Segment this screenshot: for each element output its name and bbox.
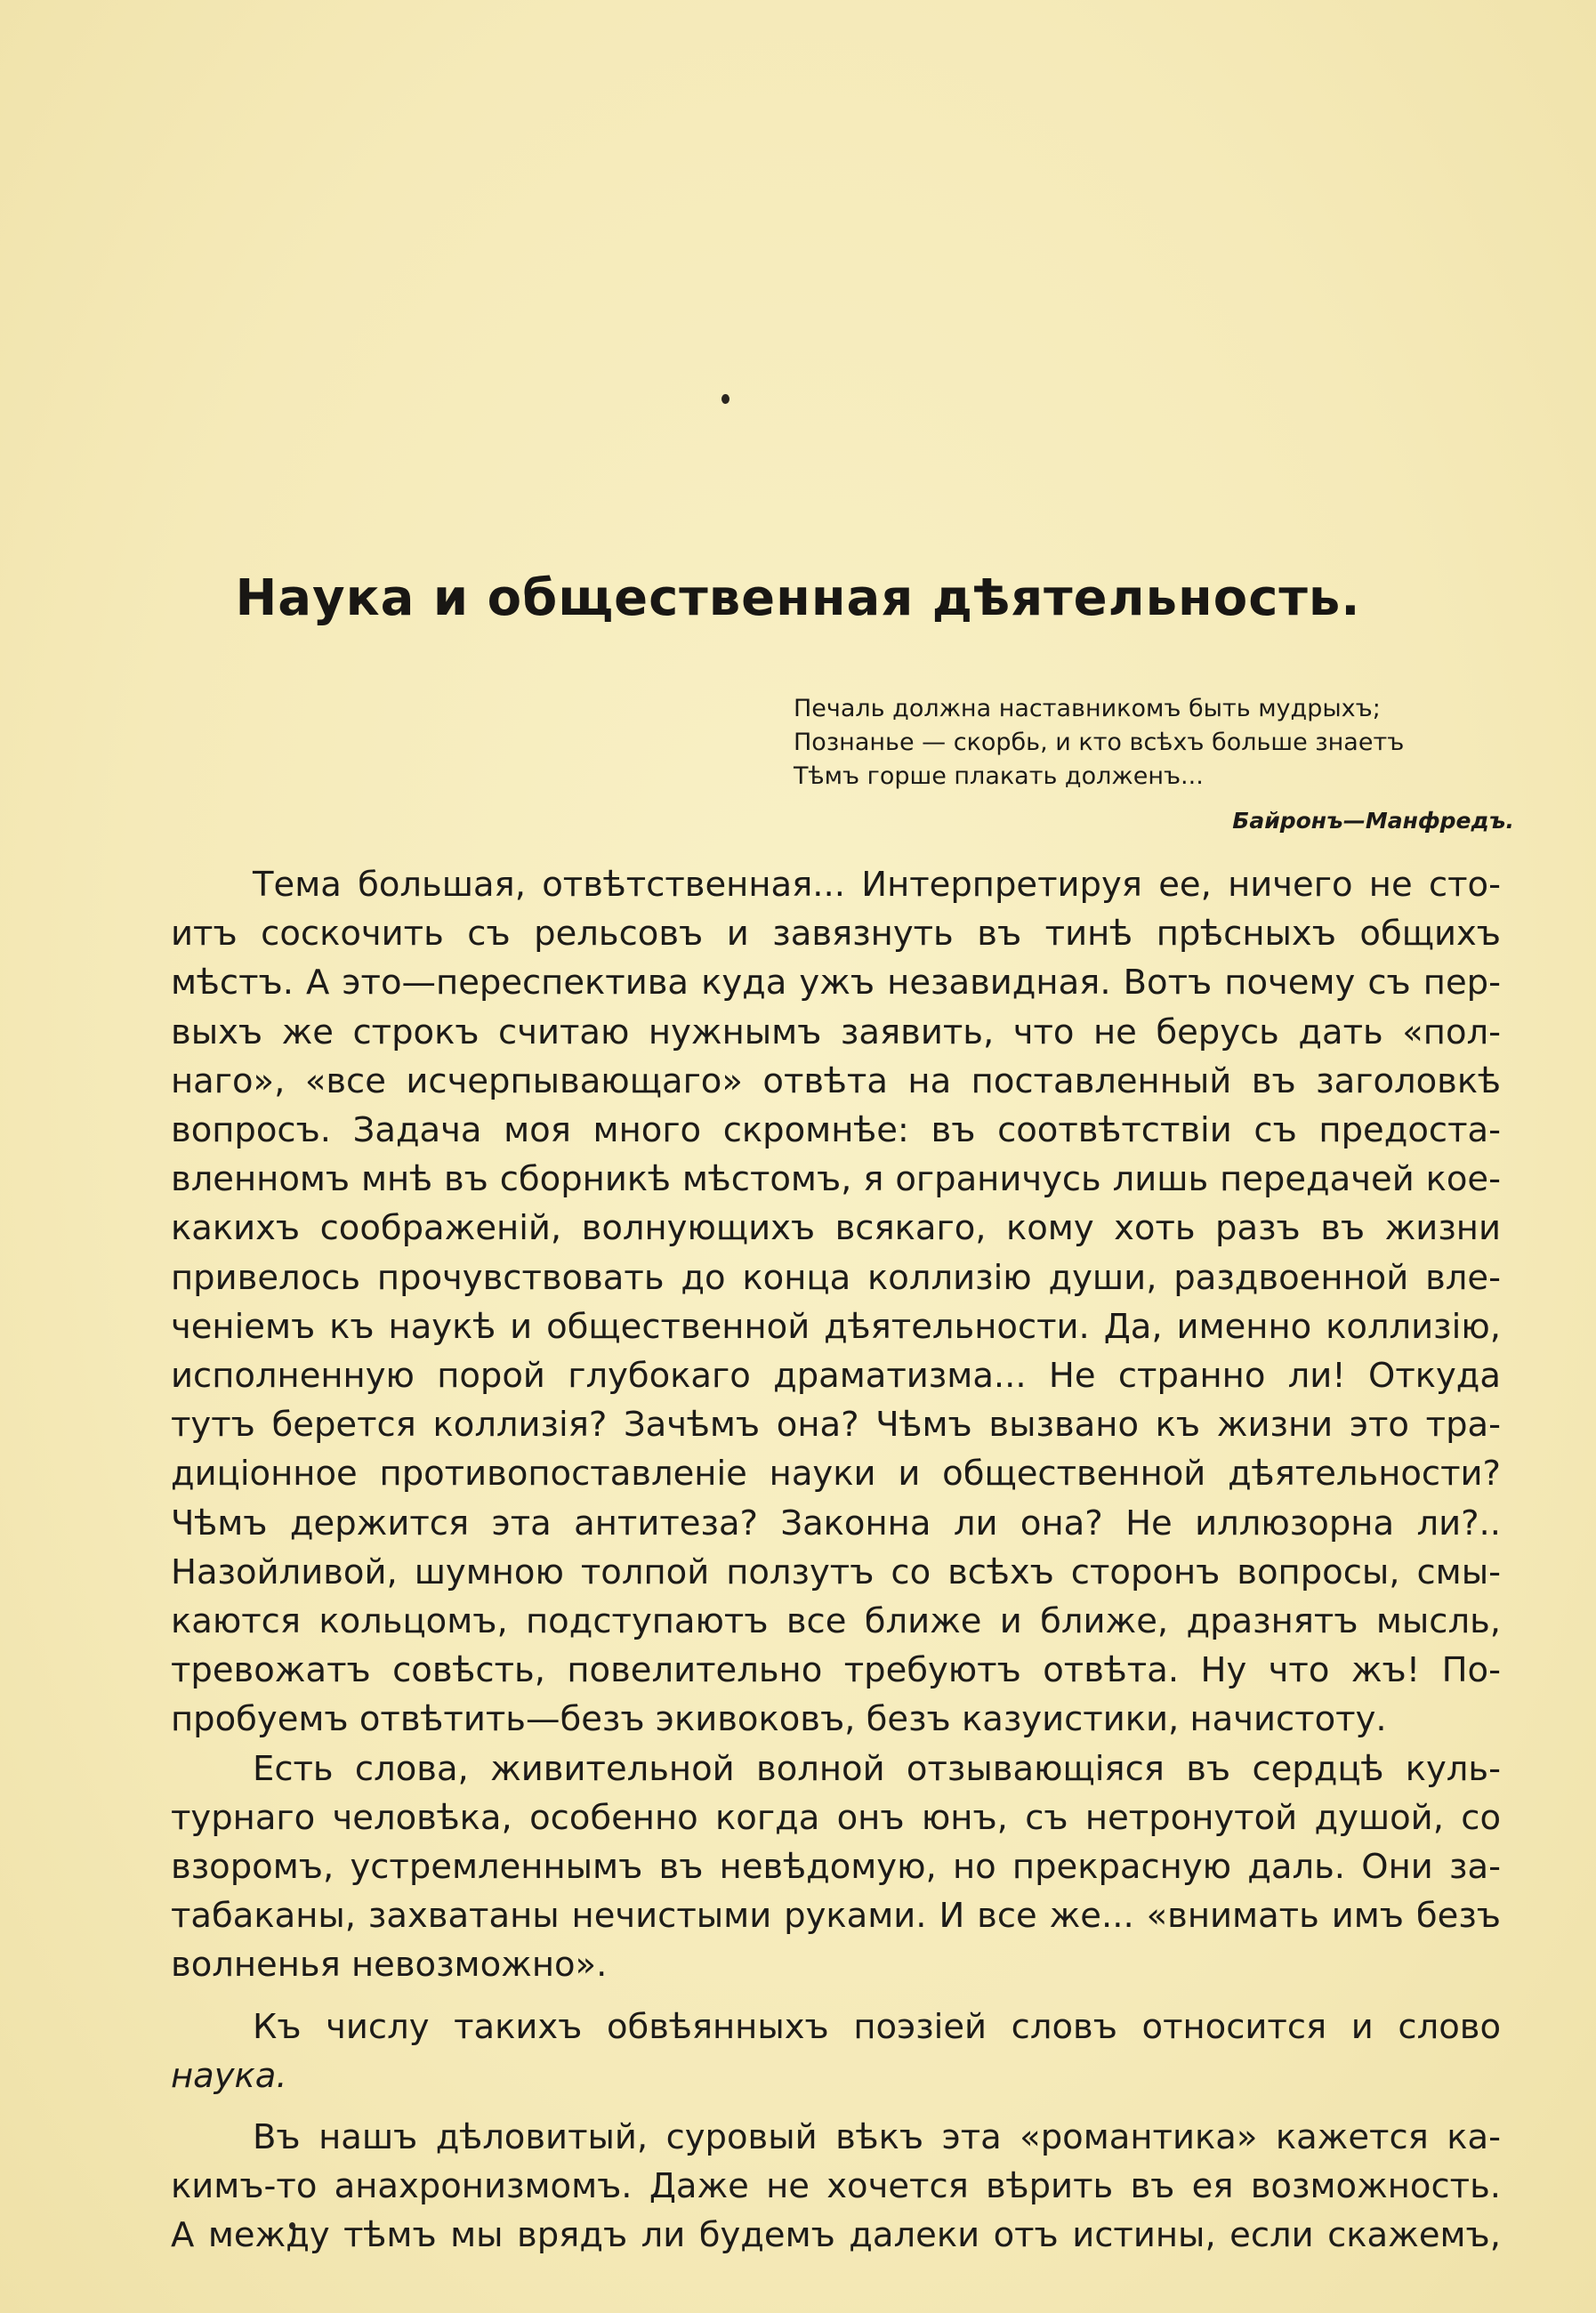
text-line: мѣстъ. А это—переспектива куда ужъ незавидная. Вотъ почему съ пер- (171, 963, 1501, 1003)
ink-speck (721, 394, 729, 404)
text-line: турнаго человѣка, особенно когда онъ юнъ, съ нетронутой душой, со (171, 1797, 1501, 1838)
epigraph-line: Познанье — скорбь, и кто всѣхъ больше знаетъ (794, 729, 1405, 756)
text-line: взоромъ, устремленнымъ въ невѣдомую, но прекрасную даль. Они за- (171, 1847, 1501, 1888)
text-line: дицiонное противопоставленiе науки и общественной дѣятельности? (171, 1454, 1501, 1495)
text-line: вленномъ мнѣ въ сборникѣ мѣстомъ, я ограничусь лишь передачей кое- (171, 1159, 1501, 1200)
paragraph-gap (171, 1990, 1501, 2003)
text-line: волненья невозможно». (171, 1945, 608, 1986)
text-line: Чѣмъ держится эта антитеза? Законна ли она? Не иллюзорна ли?.. (171, 1503, 1501, 1543)
text-line: выхъ же строкъ считаю нужнымъ заявить, что не берусь дать «пол- (171, 1011, 1501, 1052)
text-line: ченiемъ къ наукѣ и общественной дѣятельности. Да, именно коллизiю, (171, 1306, 1501, 1347)
text-line: Назойливой, шумною толпой ползутъ со всѣхъ сторонъ вопросы, смы- (171, 1551, 1501, 1592)
text-line: тревожатъ совѣсть, повелительно требуютъ отвѣта. Ну что жъ! По- (171, 1650, 1501, 1691)
text-line-italic: наука. (171, 2055, 287, 2096)
text-line: кимъ-то анахронизмомъ. Даже не хочется вѣрить въ ея возможность. (171, 2166, 1501, 2207)
text-line: А между тѣмъ мы врядъ ли будемъ далеки отъ истины, если скажемъ, (171, 2215, 1501, 2256)
text-line: Тема большая, отвѣтственная... Интерпретируя ее, ничего не сто- (253, 865, 1501, 905)
page-title: Наука и общественная дѣятельность. (235, 569, 1361, 627)
text-line: вопросъ. Задача моя много скромнѣе: въ соотвѣтствiи съ предоста- (171, 1110, 1501, 1151)
text-line: Къ числу такихъ обвѣянныхъ поэзiей словъ относится и слово (253, 2006, 1501, 2047)
epigraph-attribution: Байронъ—Манфредъ. (1232, 808, 1514, 834)
epigraph-line: Печаль должна наставникомъ быть мудрыхъ; (794, 695, 1381, 722)
text-line: какихъ соображенiй, волнующихъ всякаго, кому хоть разъ въ жизни (171, 1208, 1501, 1249)
text-line: Есть слова, живительной волной отзывающiяся въ сердцѣ куль- (253, 1748, 1501, 1789)
text-line: табаканы, захватаны нечистыми руками. И все же... «внимать имъ безъ (171, 1896, 1501, 1937)
text-line: каются кольцомъ, подступаютъ все ближе и ближе, дразнятъ мысль, (171, 1601, 1501, 1642)
text-line: итъ соскочить съ рельсовъ и завязнуть въ тинѣ прѣсныхъ общихъ (171, 914, 1501, 955)
epigraph (794, 692, 1523, 794)
text-line: пробуемъ отвѣтить—безъ экивоковъ, безъ казуистики, начистоту. (171, 1699, 1387, 1740)
body-text (171, 860, 1501, 2261)
text-line: привелось прочувствовать до конца коллизiю души, раздвоенной вле- (171, 1257, 1501, 1298)
paragraph-gap (171, 2100, 1501, 2113)
epigraph-line: Тѣмъ горше плакать долженъ... (794, 762, 1204, 790)
text-line: Въ нашъ дѣловитый, суровый вѣкъ эта «романтика» кажется ка- (253, 2117, 1501, 2158)
text-line: исполненную порой глубокаго драматизма... Не странно ли! Откуда (171, 1356, 1501, 1397)
text-line: тутъ берется коллизiя? Зачѣмъ она? Чѣмъ вызвано къ жизни это тра- (171, 1405, 1501, 1446)
text-line: наго», «все исчерпывающаго» отвѣта на поставленный въ заголовкѣ (171, 1060, 1501, 1101)
